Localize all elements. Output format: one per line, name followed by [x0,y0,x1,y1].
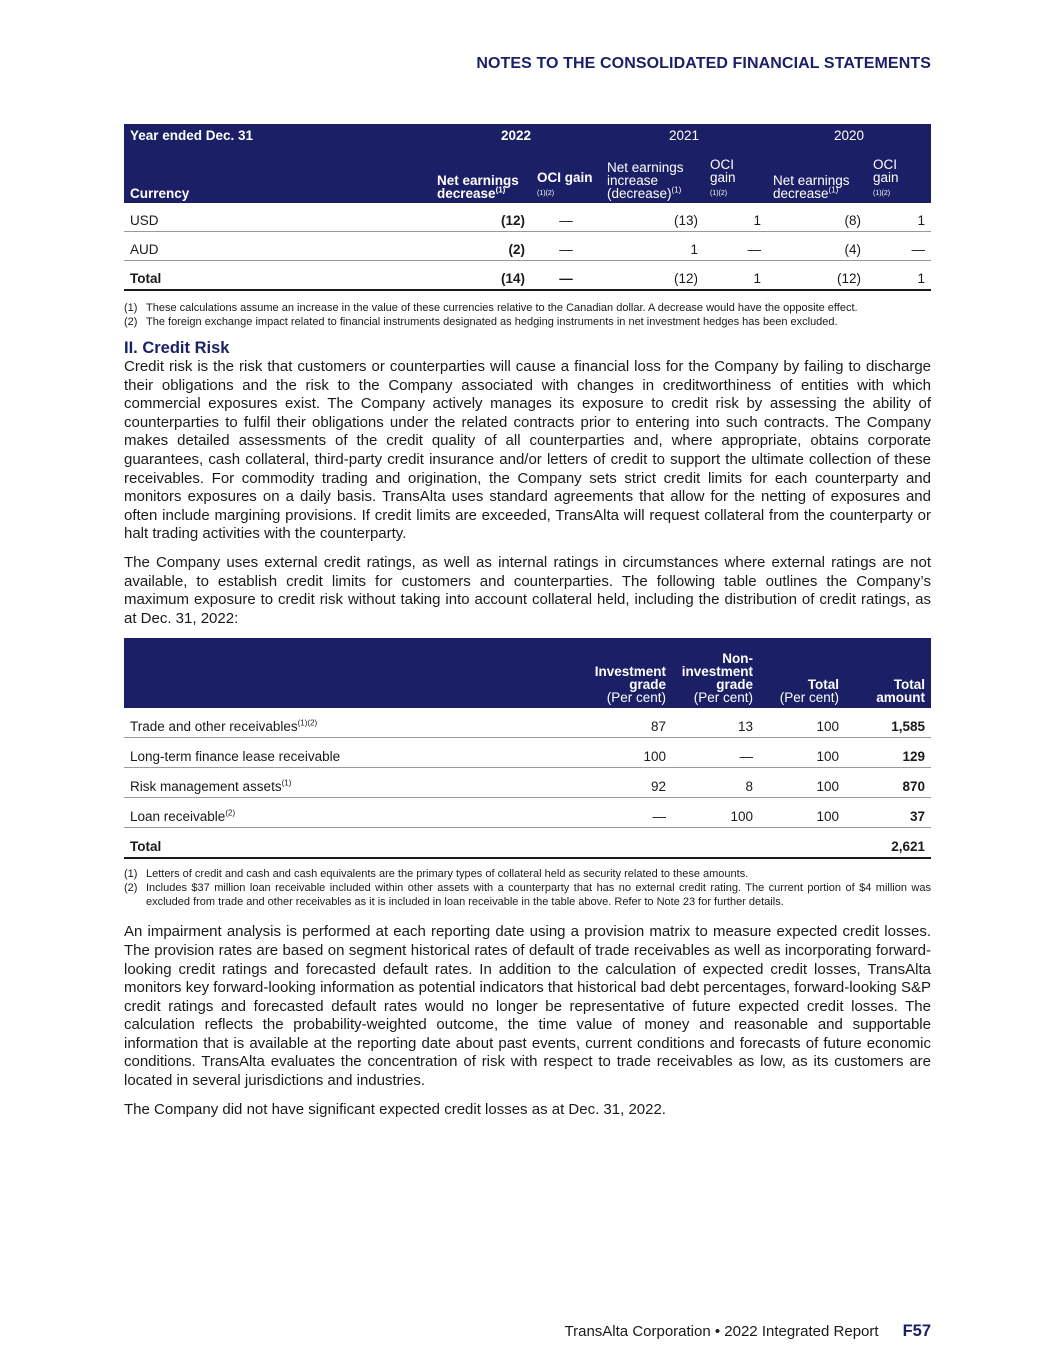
amount-cell: 2,621 [845,828,931,859]
value-cell: (12) [767,261,867,291]
total-label: Total [124,828,586,859]
total-label: Total [124,261,431,291]
value-cell: 87 [586,708,672,738]
value-cell: 8 [672,768,759,798]
value-cell: (4) [767,232,867,261]
value-cell: 100 [759,738,845,768]
credit-exposure-table [124,638,931,859]
table-total-row [124,261,931,291]
value-cell: — [672,738,759,768]
footnote: (2) The foreign exchange impact related to financial instruments designated as hedging instruments in net investment hedges has been excluded. [124,316,838,328]
page-number: F57 [902,1322,931,1340]
value-cell: 92 [586,768,672,798]
table-row [124,708,931,738]
total-percent-header: Total (Per cent) [779,677,839,706]
credit-footnotes [124,867,931,909]
year-ended-label: Year ended Dec. 31 [130,127,254,143]
value-cell: (12) [601,261,704,291]
value-cell: 100 [759,798,845,828]
value-cell: (8) [767,203,867,232]
amount-cell: 129 [845,738,931,768]
table-row [124,798,931,828]
value-cell: — [531,232,601,261]
value-cell: (2) [431,232,531,261]
oci-gain-2021-header: OCI gain (1)(2) [710,157,736,197]
amount-cell: 1,585 [845,708,931,738]
year-2021-header: 2021 [668,127,700,143]
value-cell: 1 [601,232,704,261]
value-cell: (13) [601,203,704,232]
year-2020-header: 2020 [833,127,865,143]
row-label: Long-term finance lease receivable [124,738,586,768]
value-cell: 100 [759,768,845,798]
fx-sensitivity-table [124,124,931,1119]
value-cell: — [531,203,601,232]
credit-risk-paragraph: Credit risk is the risk that customers or counterparties will cause a financial loss for the Company by failing to discharge their obligations and the risk to the Company associated with changes in creditworthiness of entities with which commercial exposures exist. The Company actively manages its exposure to credit risk by assessing the ability of counterparties to fulfil their obligations under the related contracts prior to entering into such contracts. The Company makes detailed assessments of the credit quality of all counterparties and, where appropriate, obtains corporate guarantees, cash collateral, third-party credit insurance and/or letters of credit to support the ultimate collection of these receivables. For commodity trading and origination, the Company sets strict credit limits for each counterparty and monitors exposures on a daily basis. TransAlta uses standard agreements that allow for the netting of exposures and often include margining provisions. If credit limits are exceeded, TransAlta will request collateral from the counterparty or halt trading activities with the counterparty. [124,358,931,543]
table-row [124,232,931,261]
currency-header: Currency [130,186,190,201]
value-cell: 1 [704,203,767,232]
credit-risk-heading: II. Credit Risk [124,339,230,357]
credit-losses-paragraph: The Company did not have significant expected credit losses as at Dec. 31, 2022. [124,1100,666,1118]
footnote: (2) Includes $37 million loan receivable included within other assets with a counterparty that has no external credit rating. The current portion of $4 million was excluded from trade and other receivables as it is included in loan receivable in the table above. Refer to Note 23 for further details. [124,882,931,909]
page-header-title: NOTES TO THE CONSOLIDATED FINANCIAL STATEMENTS [476,55,931,72]
amount-cell: 37 [845,798,931,828]
year-2022-header: 2022 [500,127,532,143]
net-earnings-2020-header: Net earnings decrease$^{(1)}$ [773,173,850,201]
page-footer [565,1322,931,1341]
row-label: Risk management assets$^{(1)}$ [124,768,586,798]
net-earnings-2022-header: Net earnings decrease$^{(1)}$ [437,173,519,201]
table-row [124,768,931,798]
row-label: Trade and other receivables$^{(1)(2)}$ [124,708,586,738]
row-label-header [124,638,586,708]
value-cell: 1 [867,203,931,232]
value-cell: 1 [704,261,767,291]
net-earnings-2021-header: Net earnings increase (decrease)$^{(1)}$ [607,160,684,201]
amount-cell: 870 [845,768,931,798]
value-cell: 100 [672,798,759,828]
footnote: (1) Letters of credit and cash and cash equivalents are the primary types of collateral held as security related to these amounts. [124,868,749,881]
impairment-paragraph: An impairment analysis is performed at each reporting date using a provision matrix to measure expected credit losses. The provision rates are based on segment historical rates of default of trade receivables as well as incorporating forward-looking credit ratings and forecasted default rates. In addition to the calculation of expected credit losses, TransAlta monitors key forward-looking information as potential indicators that historical bad debt percentages, forward-looking S&P credit ratings and forecasted default rates would no longer be representative of future expected credit losses. The calculation reflects the probability-weighted outcome, the time value of money and reasonable and supportable information that is available at the reporting date about past events, current conditions and forecasts of future economic conditions. TransAlta evaluates the concentration of risk with respect to trade receivables as low, as its customers are located in several jurisdictions and industries. [124,923,931,1090]
table-row [124,203,931,232]
value-cell: 13 [672,708,759,738]
fx-footnotes [124,301,931,329]
footnote: (1) These calculations assume an increase in the value of these currencies relative to the Canadian dollar. A decrease would have the opposite effect. [124,302,858,314]
currency-cell: AUD [124,232,431,261]
oci-gain-2022-header: OCI gain (1)(2) [537,170,593,197]
value-cell: 1 [867,261,931,291]
table-row [124,738,931,768]
table-total-row [124,828,931,859]
currency-cell: USD [124,203,431,232]
non-investment-grade-header: Non- investment grade (Per cent) [681,651,753,706]
value-cell: — [531,261,601,291]
value-cell: — [704,232,767,261]
report-title: TransAlta Corporation • 2022 Integrated Report [564,1323,879,1340]
row-label: Loan receivable$^{(2)}$ [124,798,586,828]
value-cell: — [586,798,672,828]
value-cell: (12) [431,203,531,232]
credit-ratings-paragraph: The Company uses external credit ratings, as well as internal ratings in circumstances where external ratings are not available, to establish credit limits for customers and counterparties. The following table outlines the Company’s maximum exposure to credit risk without taking into account collateral held, including the distribution of credit ratings, as at Dec. 31, 2022: [124,553,931,627]
value-cell: 100 [586,738,672,768]
total-amount-header: Total amount [876,677,925,706]
value-cell: — [867,232,931,261]
value-cell: (14) [431,261,531,291]
investment-grade-header: Investment grade (Per cent) [594,664,666,706]
value-cell: 100 [759,708,845,738]
oci-gain-2020-header: OCI gain (1)(2) [873,157,899,197]
